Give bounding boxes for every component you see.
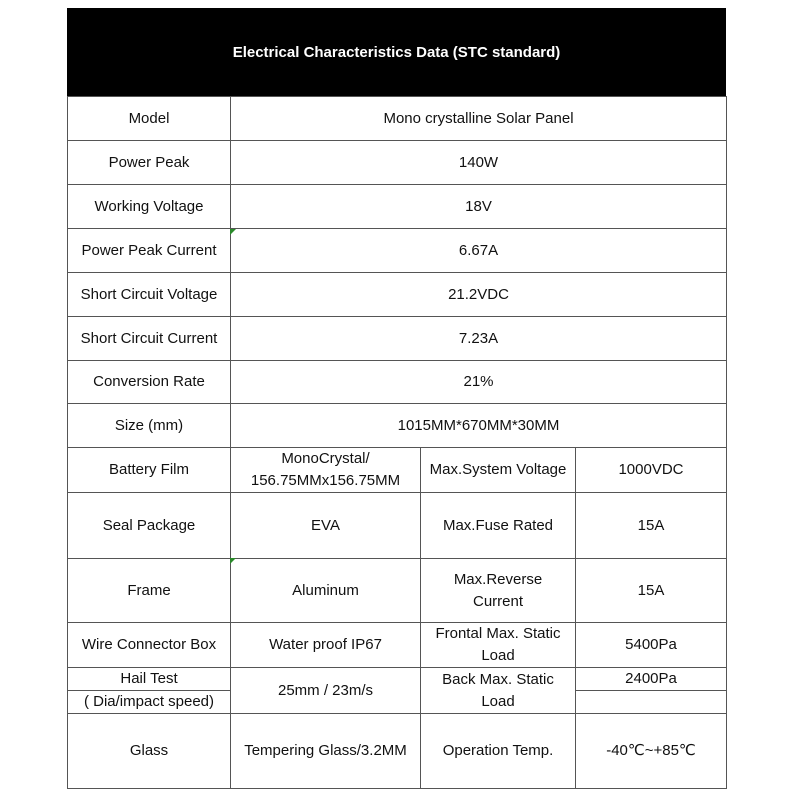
value-line: 156.75MMx156.75MM xyxy=(250,472,401,489)
param-label: Max.Fuse Rated xyxy=(421,493,576,559)
row-value: 21% xyxy=(231,361,727,404)
row-label: Wire Connector Box xyxy=(68,623,231,668)
table-title: Electrical Characteristics Data (STC standard) xyxy=(67,8,726,96)
row-label: Hail Test xyxy=(68,668,231,691)
row-value: Water proof IP67 xyxy=(231,623,421,668)
row-label: Glass xyxy=(68,714,231,789)
row-value: Aluminum xyxy=(231,559,421,623)
empty-cell xyxy=(576,691,727,714)
cell-comment-marker xyxy=(230,229,236,235)
row-label: Frame xyxy=(68,559,231,623)
row-label: Conversion Rate xyxy=(68,361,231,404)
row-value: 6.67A xyxy=(231,229,727,273)
row-label: Seal Package xyxy=(68,493,231,559)
param-label xyxy=(421,559,576,623)
table-row xyxy=(68,448,727,493)
param-label: Operation Temp. xyxy=(421,714,576,789)
row-value xyxy=(231,448,421,493)
spec-table xyxy=(67,96,727,789)
value-line: MonoCrystal/ xyxy=(281,450,370,467)
param-line: Frontal Max. Static xyxy=(435,625,561,642)
param-label: Max.System Voltage xyxy=(421,448,576,493)
table-row xyxy=(68,229,727,273)
row-label: Power Peak Current xyxy=(68,229,231,273)
param-value: -40℃~+85℃ xyxy=(576,714,727,789)
row-label: Short Circuit Voltage xyxy=(68,273,231,317)
row-label: Power Peak xyxy=(68,141,231,185)
row-label-sub: ( Dia/impact speed) xyxy=(68,691,231,714)
param-value: 15A xyxy=(576,559,727,623)
table-row xyxy=(68,714,727,789)
row-label: Battery Film xyxy=(68,448,231,493)
row-value: EVA xyxy=(231,493,421,559)
table-row xyxy=(68,317,727,361)
param-value: 2400Pa xyxy=(576,668,727,691)
param-line: Max.Reverse xyxy=(453,570,543,588)
param-line: Load xyxy=(481,647,515,664)
row-value: Mono crystalline Solar Panel xyxy=(231,97,727,141)
cell-comment-marker xyxy=(230,558,236,564)
table-row xyxy=(68,141,727,185)
param-line: Back Max. Static xyxy=(442,670,554,688)
table-row xyxy=(68,185,727,229)
row-value: 21.2VDC xyxy=(231,273,727,317)
row-label: Model xyxy=(68,97,231,141)
table-row xyxy=(68,273,727,317)
row-value: 25mm / 23m/s xyxy=(231,668,421,714)
param-value: 15A xyxy=(576,493,727,559)
spec-sheet xyxy=(67,8,726,794)
table-row xyxy=(68,404,727,448)
table-row xyxy=(68,559,727,623)
row-value: 1015MM*670MM*30MM xyxy=(231,404,727,448)
row-value: 18V xyxy=(231,185,727,229)
row-value: 7.23A xyxy=(231,317,727,361)
row-value: Tempering Glass/3.2MM xyxy=(231,714,421,789)
row-value: 140W xyxy=(231,141,727,185)
table-row xyxy=(68,493,727,559)
param-label xyxy=(421,623,576,668)
row-label: Working Voltage xyxy=(68,185,231,229)
row-label: Short Circuit Current xyxy=(68,317,231,361)
table-row xyxy=(68,668,727,691)
param-line: Load xyxy=(481,692,515,710)
table-row xyxy=(68,623,727,668)
table-row xyxy=(68,97,727,141)
row-label: Size (mm) xyxy=(68,404,231,448)
param-value: 1000VDC xyxy=(576,448,727,493)
param-value: 5400Pa xyxy=(576,623,727,668)
param-line: Current xyxy=(472,592,524,610)
param-label xyxy=(421,668,576,714)
table-row xyxy=(68,361,727,404)
